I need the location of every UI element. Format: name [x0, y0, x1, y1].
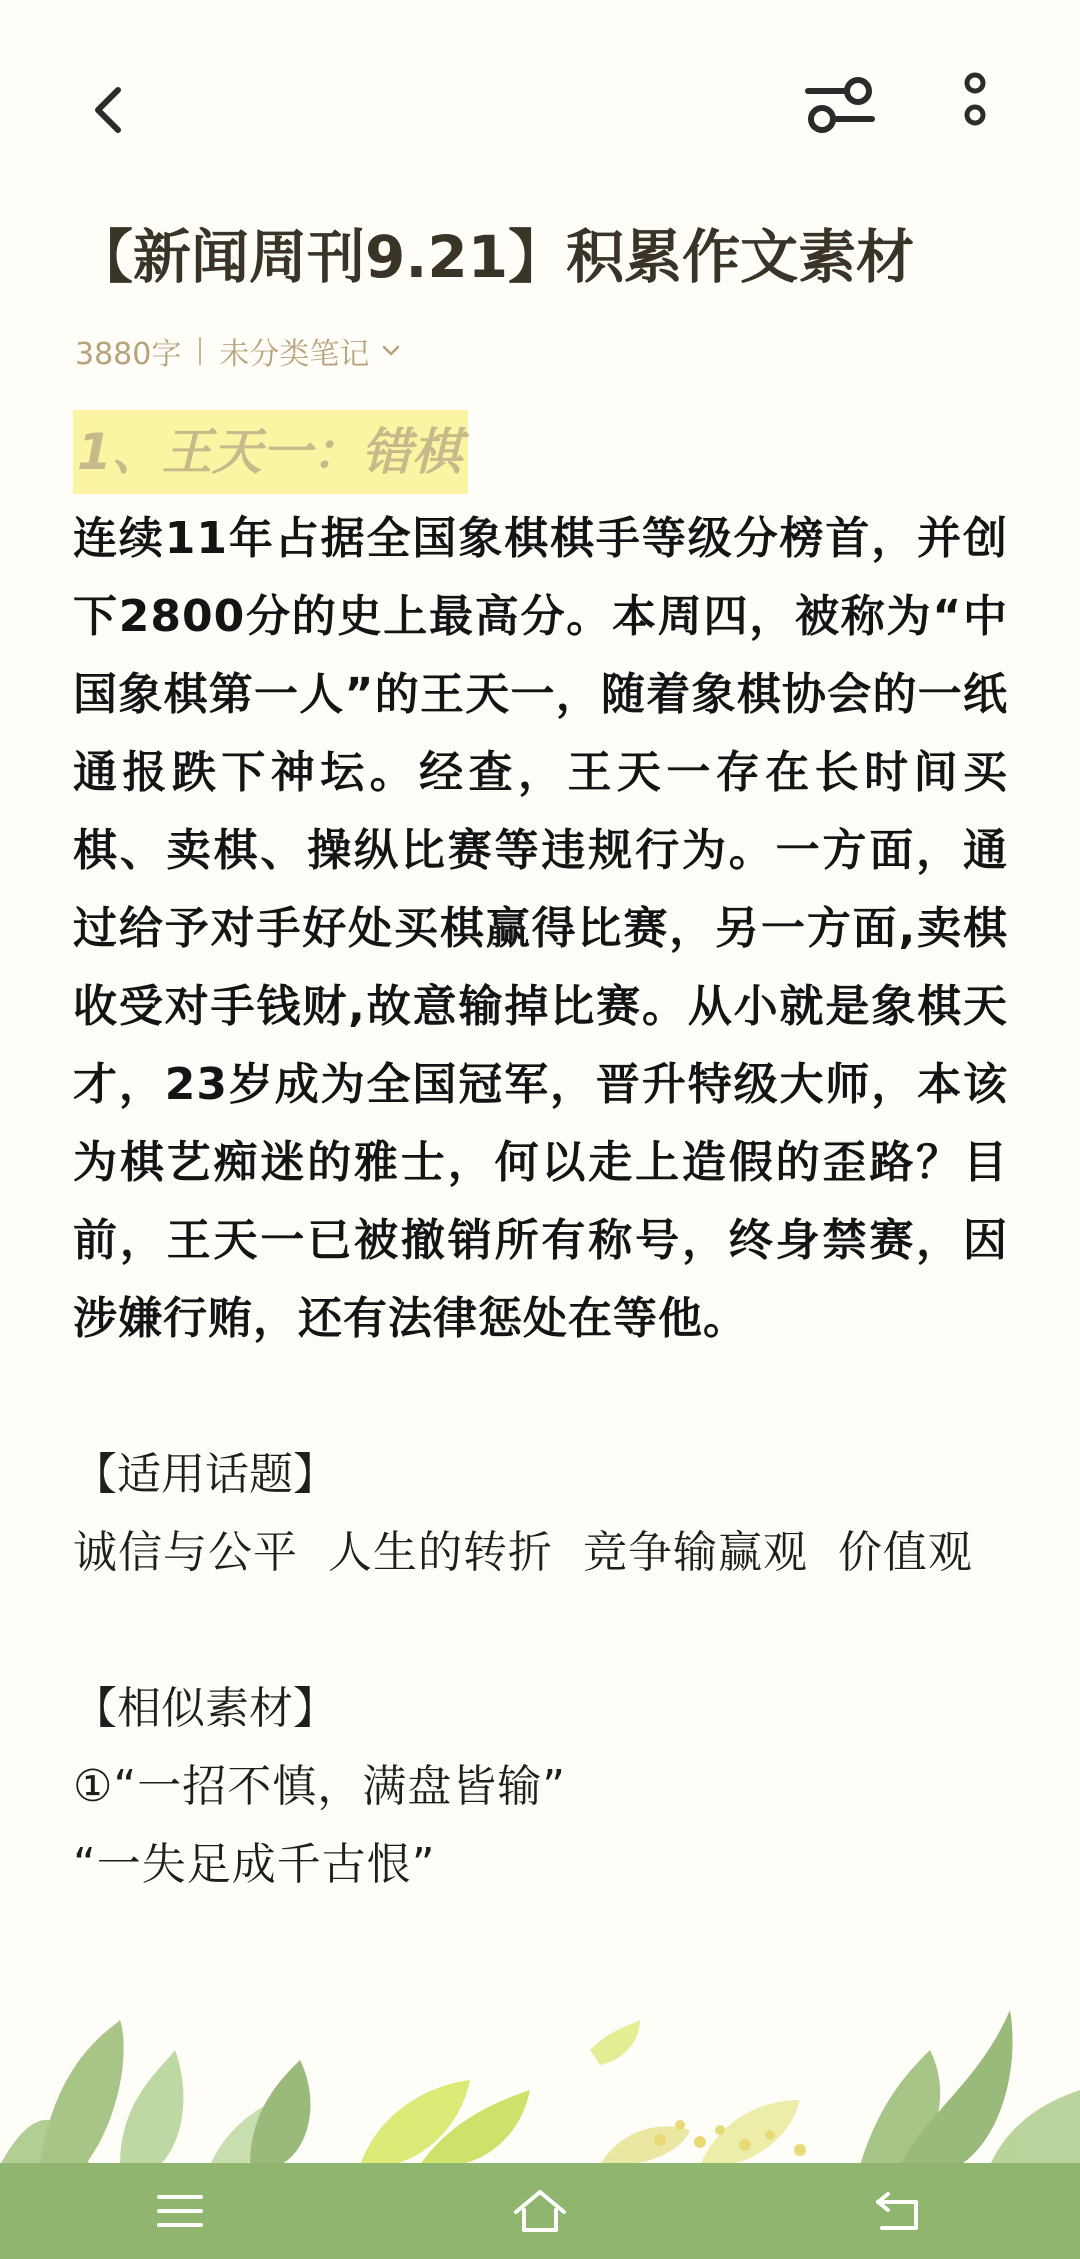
- more-button[interactable]: [925, 55, 1025, 155]
- nav-back-button[interactable]: [820, 2163, 980, 2259]
- topics-label: 【适用话题】: [73, 1449, 337, 1500]
- leaves-decoration: [0, 1990, 1080, 2165]
- main-paragraph: 连续11年占据全国象棋棋手等级分榜首，并创下2800分的史上最高分。本周四，被称为“中国象棋第一人”的王天一，随着象棋协会的一纸通报跌下神坛。经查，王天一存在长时间买棋、卖棋、操纵比赛等违规行为。一方面，通过给予对手好处买棋赢得比赛，另一方面,卖棋收受对手钱财,故意输掉比赛。从小就是象棋天才，23岁成为全国冠军，晋升特级大师，本该为棋艺痴迷的雅士，何以走上造假的歪路？目前，王天一已被撤销所有称号，终身禁赛，因涉嫌行贿，还有法律惩处在等他。: [73, 513, 1008, 1344]
- back-button[interactable]: [60, 60, 160, 160]
- topics-text: 诚信与公平 人生的转折 竞争输赢观 价值观: [73, 1527, 973, 1578]
- note-title: 【新闻周刊9.21】积累作文素材: [75, 223, 915, 291]
- nav-home-button[interactable]: [460, 2163, 620, 2259]
- system-nav-bar: [0, 2163, 1080, 2259]
- spacer: [73, 1358, 1008, 1436]
- chevron-left-icon: [80, 80, 140, 140]
- filter-button[interactable]: [790, 55, 890, 155]
- back-icon: [872, 2188, 928, 2234]
- category-label: 未分类笔记: [219, 337, 370, 372]
- similar-line-1: ①“一招不慎，满盘皆输”: [73, 1761, 567, 1812]
- meta-divider: [199, 337, 201, 365]
- similar-label: 【相似素材】: [73, 1683, 337, 1734]
- word-count: 3880字: [75, 337, 182, 372]
- spacer: [73, 1592, 1008, 1670]
- section-heading: 1、王天一：错棋: [73, 410, 468, 494]
- chevron-down-icon: [379, 339, 403, 363]
- similar-line-2: “一失足成千古恨”: [73, 1839, 436, 1890]
- note-meta[interactable]: [75, 326, 403, 376]
- top-bar: [0, 0, 1080, 200]
- more-vertical-icon: [955, 67, 995, 143]
- sliders-icon: [802, 67, 878, 143]
- menu-icon: [155, 2191, 205, 2231]
- note-content[interactable]: [73, 410, 1008, 1904]
- nav-menu-button[interactable]: [100, 2163, 260, 2259]
- home-icon: [510, 2186, 570, 2236]
